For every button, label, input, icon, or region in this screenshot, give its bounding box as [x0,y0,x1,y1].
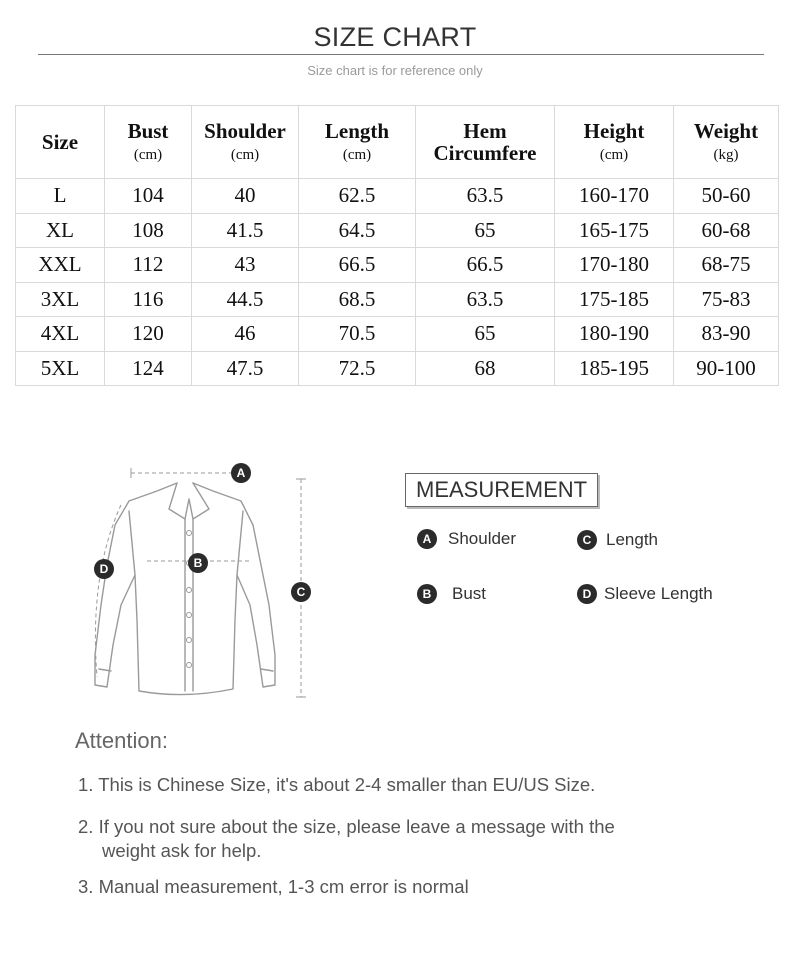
table-header-row [16,106,779,179]
table-cell: 4XL [16,317,105,352]
shirt-diagram [85,455,325,705]
attention-heading: Attention: [75,728,168,753]
table-cell: 64.5 [299,213,416,248]
title-divider [38,54,764,55]
legend-label: Shoulder [448,529,517,548]
mark-b [188,553,208,573]
table-cell: 104 [105,179,192,214]
column-header [105,106,192,179]
table-cell: 63.5 [416,282,555,317]
legend-item-bust [417,584,486,604]
table-cell: 116 [105,282,192,317]
table-cell: 90-100 [674,351,779,386]
table-cell: 40 [192,179,299,214]
table-row [16,213,779,248]
attention-line: weight ask for help. [102,840,262,861]
table-row [16,317,779,352]
shirt-buttons [187,531,192,668]
table-cell: XXL [16,248,105,283]
mark-b-letter: B [193,556,203,570]
legend-item-length [577,530,658,550]
table-row [16,248,779,283]
table-cell: 68.5 [299,282,416,317]
attention-item [78,815,615,863]
attention-line: 2. If you not sure about the size, please leave a message with the [78,816,615,837]
badge-icon: D [577,584,597,604]
table-cell: 62.5 [299,179,416,214]
table-cell: 72.5 [299,351,416,386]
table-cell: 108 [105,213,192,248]
legend-label: Length [606,530,658,549]
attention-item [78,875,469,899]
header-unit: (cm) [599,147,629,164]
table-cell: 50-60 [674,179,779,214]
legend-label: Sleeve Length [604,584,713,603]
table-cell: 83-90 [674,317,779,352]
header-label: Height [583,119,645,144]
legend-label: Bust [452,584,487,603]
table-cell: 63.5 [416,179,555,214]
table-cell: 70.5 [299,317,416,352]
header-label: Shoulder [204,119,286,144]
page-subtitle: Size chart is for reference only [307,63,483,78]
column-header [674,106,779,179]
column-header [299,106,416,179]
table-cell: 5XL [16,351,105,386]
mark-a [231,463,251,483]
table-cell: 180-190 [555,317,674,352]
shirt-outline [95,483,275,695]
header-unit: (cm) [342,147,372,164]
badge-icon: A [417,529,437,549]
header-unit: (cm) [230,147,260,164]
table-cell: 170-180 [555,248,674,283]
table-cell: 66.5 [416,248,555,283]
page-title: SIZE CHART [313,22,477,52]
header-label: Length [324,119,390,144]
table-row [16,179,779,214]
table-cell: 65 [416,317,555,352]
table-cell: 68-75 [674,248,779,283]
table-cell: L [16,179,105,214]
badge-icon: C [577,530,597,550]
legend-item-sleeve-length [577,584,713,604]
table-cell: 165-175 [555,213,674,248]
attention-line: 3. Manual measurement, 1-3 cm error is normal [78,876,469,897]
table-cell: 44.5 [192,282,299,317]
mark-d-letter: D [99,562,109,576]
header-label: Weight [693,119,759,144]
table-cell: 68 [416,351,555,386]
badge-icon: B [417,584,437,604]
mark-c-letter: C [296,585,306,599]
table-cell: 43 [192,248,299,283]
table-cell: XL [16,213,105,248]
mark-a-letter: A [236,466,246,480]
table-cell: 112 [105,248,192,283]
header-unit: (cm) [133,147,163,164]
table-cell: 41.5 [192,213,299,248]
column-header [192,106,299,179]
header-label: Size [41,129,79,154]
attention-item [78,773,595,797]
table-cell: 175-185 [555,282,674,317]
column-header [16,106,105,179]
header-label: Bust [127,119,169,144]
column-header [416,106,555,179]
table-cell: 3XL [16,282,105,317]
mark-d [94,559,114,579]
table-row [16,351,779,386]
mark-c [291,582,311,602]
measurement-heading: MEASUREMENT [405,473,598,507]
header-label: Hem Circumfere [433,118,537,165]
table-cell: 46 [192,317,299,352]
table-cell: 65 [416,213,555,248]
table-cell: 185-195 [555,351,674,386]
table-cell: 75-83 [674,282,779,317]
table-row [16,282,779,317]
table-cell: 124 [105,351,192,386]
table-cell: 60-68 [674,213,779,248]
header-unit: (kg) [713,147,739,164]
legend-item-shoulder [417,529,516,549]
size-table [15,105,779,386]
table-cell: 66.5 [299,248,416,283]
table-cell: 47.5 [192,351,299,386]
table-cell: 160-170 [555,179,674,214]
table-cell: 120 [105,317,192,352]
column-header [555,106,674,179]
attention-line: 1. This is Chinese Size, it's about 2-4 smaller than EU/US Size. [78,774,596,795]
